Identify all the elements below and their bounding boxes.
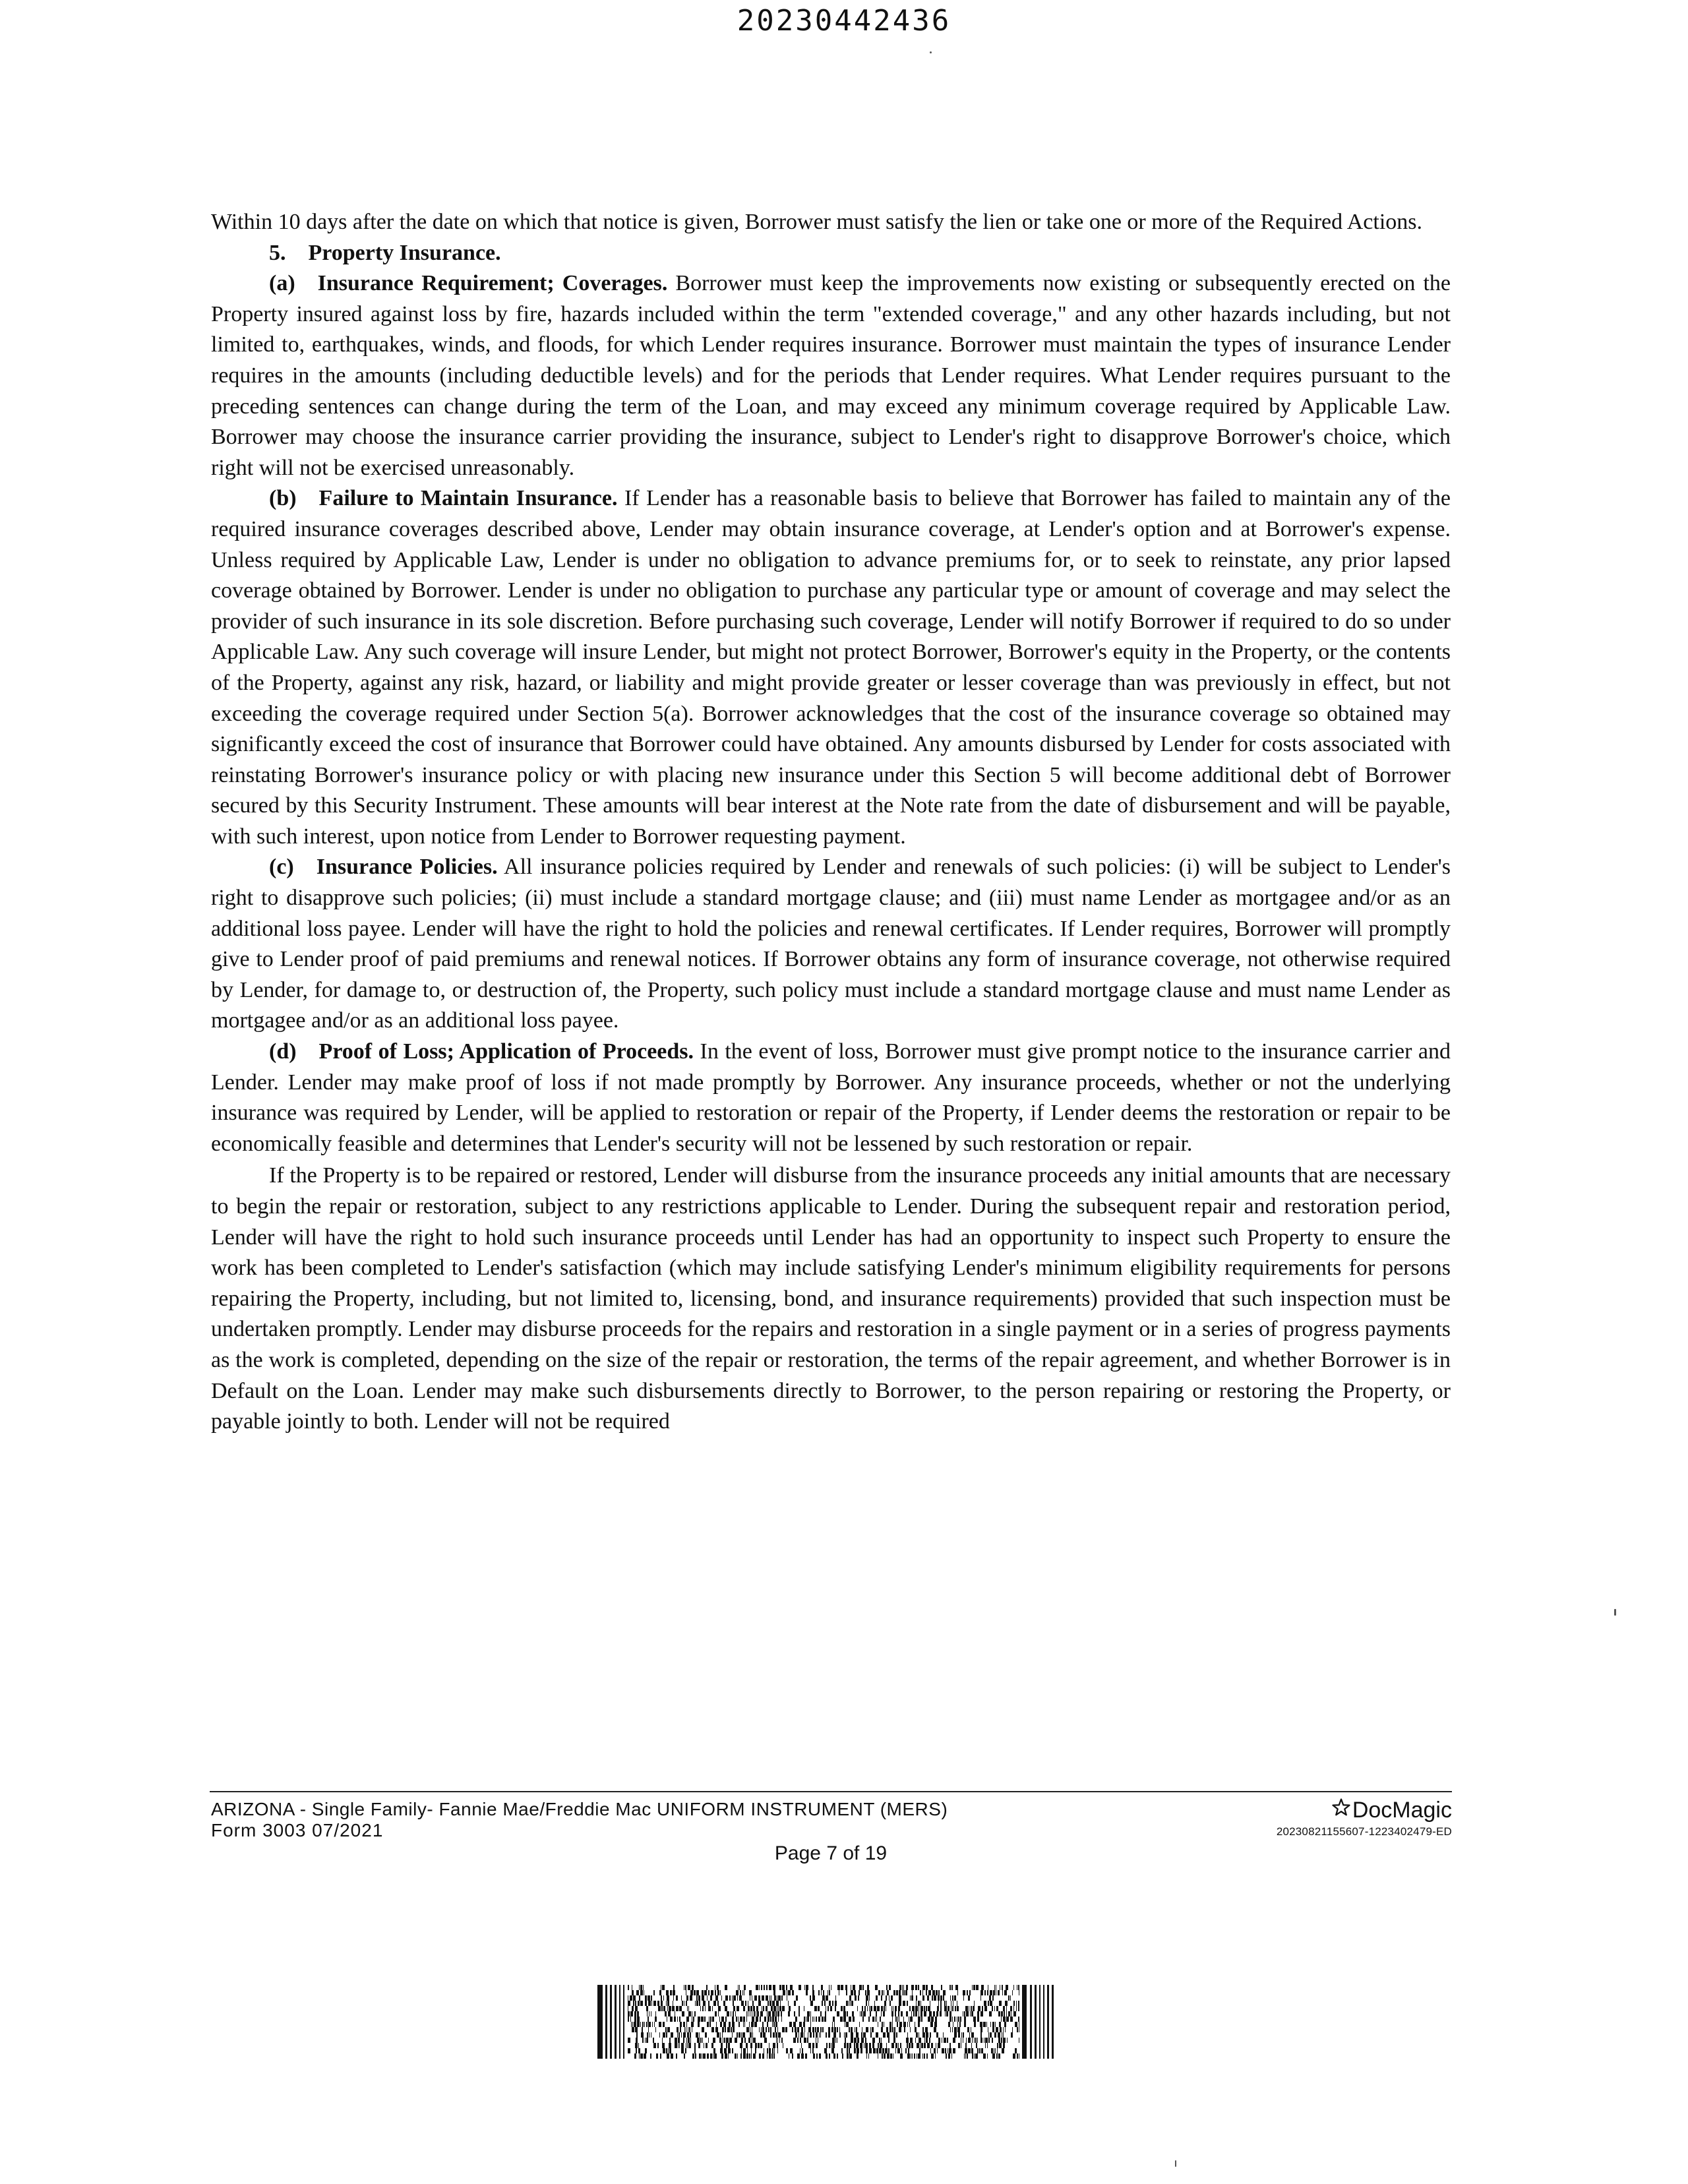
subsection-lead-a: (a) Insurance Requirement; Coverages. <box>269 271 668 296</box>
paragraph-insurance-requirement <box>211 268 1451 483</box>
star-outline-icon <box>1331 1798 1351 1823</box>
subsection-lead-c: (c) Insurance Policies. <box>269 855 498 880</box>
subsection-lead-d: (d) Proof of Loss; Application of Proceeds. <box>269 1039 694 1064</box>
paragraph-lien-notice: Within 10 days after the date on which that notice is given, Borrower must satisfy the lien or take one or more of the Required Actions. <box>211 210 1422 234</box>
page-number: Page 7 of 19 <box>774 1842 888 1864</box>
document-id: 20230821155607-1223402479-ED <box>1276 1825 1452 1838</box>
vendor-logo <box>1331 1798 1452 1823</box>
form-name: ARIZONA - Single Family- Fannie Mae/Freddie Mac UNIFORM INSTRUMENT (MERS) <box>211 1799 948 1819</box>
paragraph-insurance-policies <box>211 852 1451 1037</box>
vendor-name: DocMagic <box>1352 1798 1452 1823</box>
scan-speck <box>1175 2160 1176 2167</box>
form-number: Form 3003 07/2021 <box>211 1820 384 1840</box>
subsection-text-a: Borrower must keep the improvements now existing or subsequently erected on the Property insured against loss by fire, hazards included within the term "extended coverage," and any other hazards including, but not limited to, earthquakes, winds, and floods, for which Lender requires insurance. Borrower must maintain the types of insurance Lender requires in the amounts (including deductible levels) and for the periods that Lender requires. What Lender requires pursuant to the preceding sentences can change during the term of the Loan, and may exceed any minimum coverage required by Applicable Law. Borrower may choose the insurance carrier providing the insurance, subject to Lender's right to disapprove Borrower's choice, which right will not be exercised unreasonably. <box>211 271 1451 480</box>
scan-speck <box>1614 1609 1616 1616</box>
pdf417-barcode-icon <box>597 1985 1055 2059</box>
paragraph-proof-of-loss <box>211 1037 1451 1159</box>
document-body <box>211 207 1451 1438</box>
subsection-text-c: All insurance policies required by Lender and renewals of such policies: (i) will be subject to Lender's right to disapprove such policies; (ii) must include a standard mortgage clause; and (iii) must name Lender as mortgagee and/or as an additional loss payee. Lender will have the right to hold the policies and renewal certificates. If Lender requires, Borrower will promptly give to Lender proof of paid premiums and renewal notices. If Borrower obtains any form of insurance coverage, not otherwise required by Lender, for damage to, or destruction of, the Property, such policy must include a standard mortgage clause and must name Lender as mortgagee and/or as an additional loss payee. <box>211 855 1451 1033</box>
section-heading-property-insurance: 5. Property Insurance. <box>269 240 501 265</box>
page-footer <box>210 1791 1452 1885</box>
scan-speck <box>930 51 932 53</box>
recording-number: 20230442436 <box>737 4 951 38</box>
subsection-text-b: If Lender has a reasonable basis to believe that Borrower has failed to maintain any of the required insurance coverages described above, Lender may obtain insurance coverage, at Lender's option and at Borrower's expense. Unless required by Applicable Law, Lender is under no obligation to advance premiums for, or to seek to reinstate, any prior lapsed coverage obtained by Borrower. Lender is under no obligation to purchase any particular type or amount of coverage and may select the provider of such insurance in its sole discretion. Before purchasing such coverage, Lender will notify Borrower if required to do so under Applicable Law. Any such coverage will insure Lender, but might not protect Borrower, Borrower's equity in the Property, or the contents of the Property, against any risk, hazard, or liability and might provide greater or lesser coverage than was previously in effect, but not exceeding the coverage required under Section 5(a). Borrower acknowledges that the cost of the insurance coverage so obtained may significantly exceed the cost of insurance that Borrower could have obtained. Any amounts disbursed by Lender for costs associated with reinstating Borrower's insurance policy or with placing new insurance under this Section 5 will become additional debt of Borrower secured by this Security Instrument. These amounts will bear interest at the Note rate from the date of disbursement and will be payable, with such interest, upon notice from Lender to Borrower requesting payment. <box>211 486 1451 849</box>
subsection-lead-b: (b) Failure to Maintain Insurance. <box>269 486 618 511</box>
paragraph-failure-to-maintain <box>211 483 1451 852</box>
subsection-text-d: In the event of loss, Borrower must give prompt notice to the insurance carrier and Lender. Lender may make proof of loss if not made promptly by Borrower. Any insurance proceeds, whether or not the underlying insurance was required by Lender, will be applied to restoration or repair of the Property, if Lender deems the restoration or repair to be economically feasible and determines that Lender's security will not be lessened by such restoration or repair. <box>211 1039 1451 1156</box>
paragraph-repair-restoration: If the Property is to be repaired or restored, Lender will disburse from the insurance proceeds any initial amounts that are necessary to begin the repair or restoration, subject to any restrictions applicable to Lender. During the subsequent repair and restoration period, Lender will have the right to hold such insurance proceeds until Lender has had an opportunity to inspect such Property to ensure the work has been completed to Lender's satisfaction (which may include satisfying Lender's minimum eligibility requirements for persons repairing the Property, including, but not limited to, licensing, bond, and insurance requirements) provided that such inspection must be undertaken promptly. Lender may disburse proceeds for the repairs and restoration in a single payment or in a series of progress payments as the work is completed, depending on the size of the repair or restoration, the terms of the repair agreement, and whether Borrower is in Default on the Loan. Lender may make such disbursements directly to Borrower, to the person repairing or restoring the Property, or payable jointly to both. Lender will not be required <box>211 1163 1451 1434</box>
